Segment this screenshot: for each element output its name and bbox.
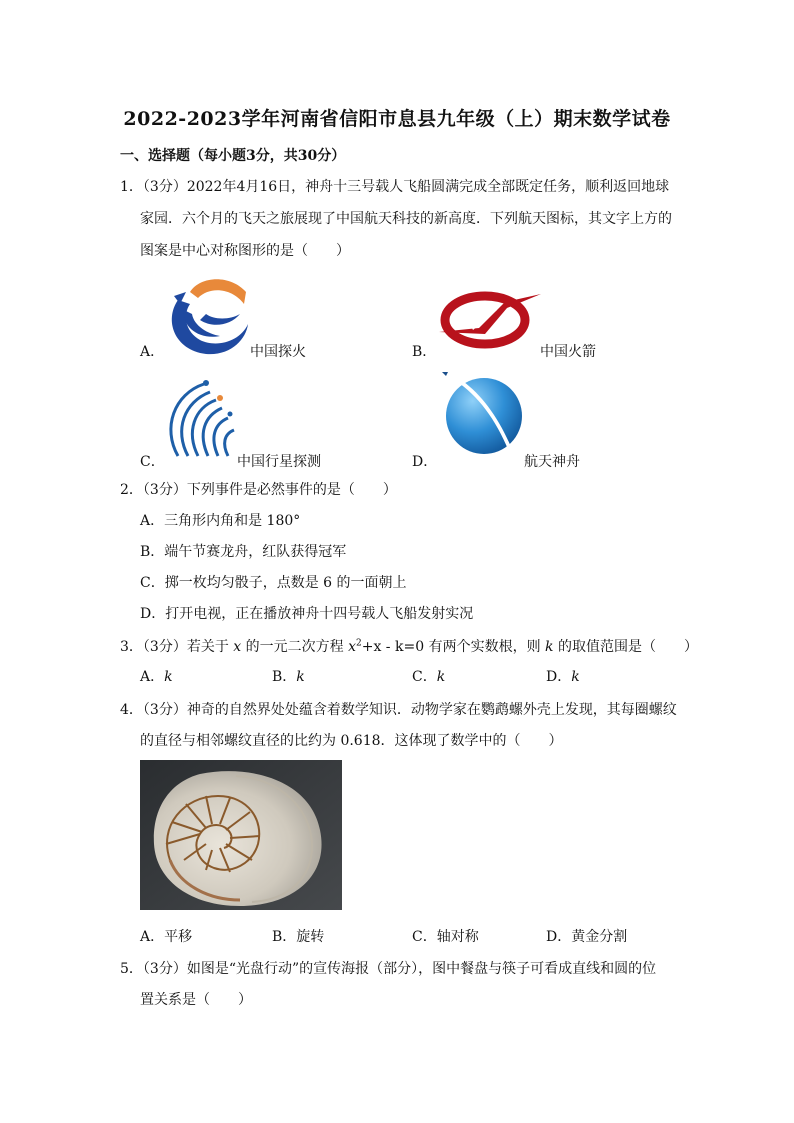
q1-line-1: 1．（3分）2022年4月16日，神舟十三号载人飞船圆满完成全部既定任务，顺利返回地球 (120, 179, 670, 195)
q1-line-3: 图案是中心对称图形的是（ ） (140, 243, 350, 259)
q3-option-c (412, 666, 445, 686)
q1-option-b-letter: B． (412, 344, 437, 360)
q5-line-1: 5．（3分）如图是“光盘行动”的宣传海报（部分），图中餐盘与筷子可看成直线和圆的位 (120, 961, 657, 977)
q4-option-b: B．旋转 (272, 929, 325, 945)
section-heading: 一、选择题（每小题3分，共30分） (120, 148, 346, 164)
q1-option-a-letter: A． (140, 344, 165, 360)
q3-option-a-letter: A． (140, 669, 165, 685)
q1-option-a-caption: 中国探火 (250, 344, 306, 360)
q3-stem-pre: 3．（3分）若关于 (120, 639, 229, 655)
q3-option-d-letter: D． (546, 669, 572, 685)
q3-option-c-letter: C． (412, 669, 437, 685)
q3-option-b-value: k (296, 669, 305, 685)
q3-option-a-value: k (164, 669, 173, 685)
q4-line-1: 4．（3分）神奇的自然界处处蕴含着数学知识．动物学家在鹦鹉螺外壳上发现，其每圈螺纹 (120, 702, 677, 718)
q3-stem-end: 的取值范围是（ ） (557, 639, 698, 655)
q3-var-k: k (545, 639, 554, 655)
q3-eq-exponent: 2 (356, 638, 362, 649)
q1-option-d-letter: D． (412, 454, 438, 470)
q3-stem-post: 有两个实数根，则 (428, 639, 541, 655)
q2-option-b: B．端午节赛龙舟，红队获得冠军 (140, 544, 347, 560)
china-planetary-exploration-logo-icon (160, 378, 240, 460)
q4-line-2: 的直径与相邻螺纹直径的比约为 0.618．这体现了数学中的（ ） (140, 733, 563, 749)
exam-title: 2022-2023学年河南省信阳市息县九年级（上）期末数学试卷 (123, 108, 671, 130)
china-rocket-logo-icon (435, 288, 545, 350)
q3-option-a (140, 666, 173, 686)
q3-option-b-letter: B． (272, 669, 297, 685)
q1-option-b-caption: 中国火箭 (540, 344, 596, 360)
q2-option-d: D．打开电视，正在播放神舟十四号载人飞船发射实况 (140, 606, 474, 622)
china-mars-exploration-logo-icon (160, 270, 252, 358)
q4-option-d: D．黄金分割 (546, 929, 628, 945)
q2-option-a: A．三角形内角和是 180° (140, 513, 301, 529)
nautilus-shell-photo (140, 760, 342, 910)
q3-option-d-value: k (571, 669, 580, 685)
shenzhou-spaceflight-logo-icon (438, 370, 528, 456)
q3-eq-rest: +x - k=0 (361, 639, 425, 655)
q1-option-d-caption: 航天神舟 (524, 454, 580, 470)
q3-option-d (546, 666, 580, 686)
q3-stem (120, 636, 698, 656)
q3-stem-mid: 的一元二次方程 (245, 639, 344, 655)
q3-var-x: x (233, 639, 242, 655)
q1-option-c-caption: 中国行星探测 (237, 454, 321, 470)
q4-option-a: A．平移 (140, 929, 193, 945)
q3-eq-x: x (348, 639, 356, 655)
q5-line-2: 置关系是（ ） (140, 992, 252, 1008)
q1-line-2: 家园．六个月的飞天之旅展现了中国航天科技的新高度．下列航天图标，其文字上方的 (140, 211, 672, 227)
q3-option-c-value: k (436, 669, 446, 685)
q2-option-c: C．掷一枚均匀骰子，点数是 6 的一面朝上 (140, 575, 407, 591)
q2-stem: 2．（3分）下列事件是必然事件的是（ ） (120, 482, 397, 498)
q1-option-c-letter: C． (140, 454, 165, 470)
q4-option-c: C．轴对称 (412, 929, 479, 945)
q3-option-b (272, 666, 305, 686)
